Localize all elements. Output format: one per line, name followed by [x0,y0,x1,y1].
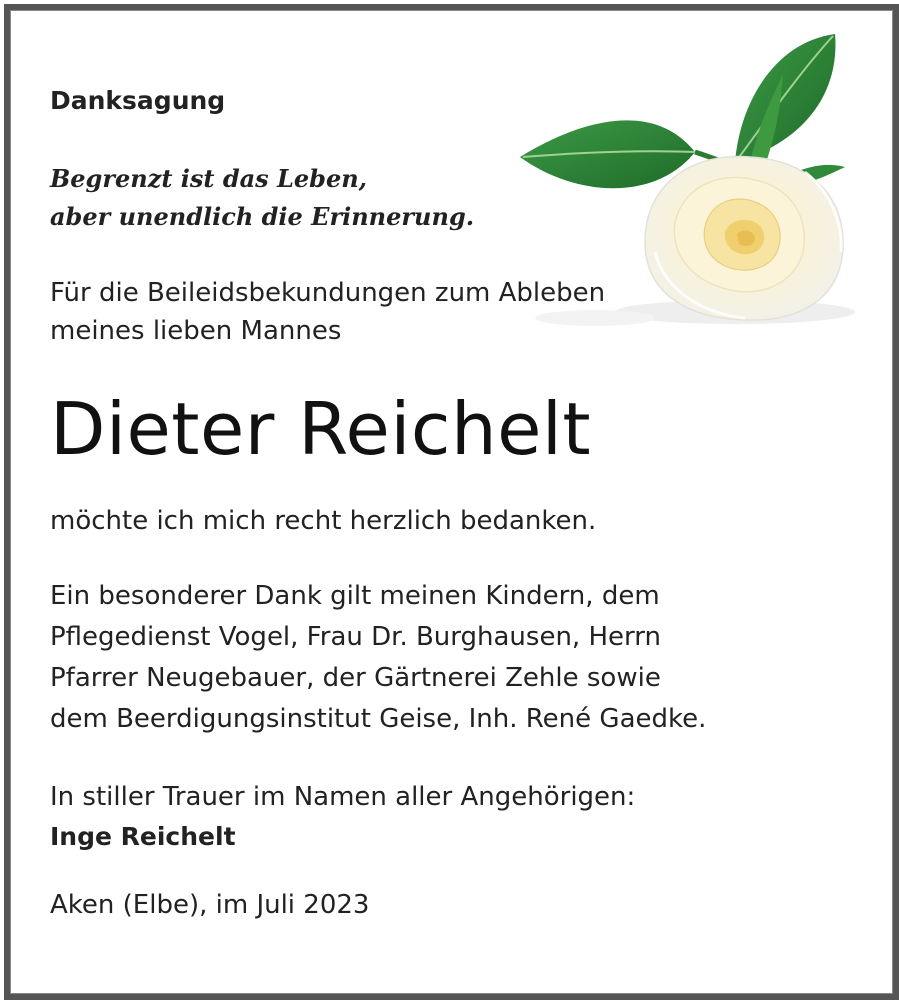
signer-name: Inge Reichelt [50,822,236,851]
intro-text [50,274,605,350]
thanks-line: möchte ich mich recht herzlich bedanken. [50,506,597,536]
motto-quote [50,160,474,236]
notice-heading: Danksagung [50,86,226,115]
motto-line-1: Begrenzt ist das Leben, [50,164,368,193]
intro-line-2: meines lieben Mannes [50,316,342,346]
deceased-name: Dieter Reichelt [50,387,592,471]
mourning-line: In stiller Trauer im Namen aller Angehörigen: [50,782,636,812]
special-thanks-line: dem Beerdigungsinstitut Geise, Inh. René Gaedke. [50,704,707,734]
special-thanks-line: Pfarrer Neugebauer, der Gärtnerei Zehle sowie [50,663,661,693]
special-thanks-line: Pflegedienst Vogel, Frau Dr. Burghausen, Herrn [50,622,661,652]
special-thanks-line: Ein besonderer Dank gilt meinen Kindern, dem [50,581,660,611]
intro-line-1: Für die Beileidsbekundungen zum Ableben [50,278,606,308]
motto-line-2: aber unendlich die Erinnerung. [50,202,475,231]
special-thanks-paragraph [50,576,850,740]
place-date: Aken (Elbe), im Juli 2023 [50,890,370,920]
